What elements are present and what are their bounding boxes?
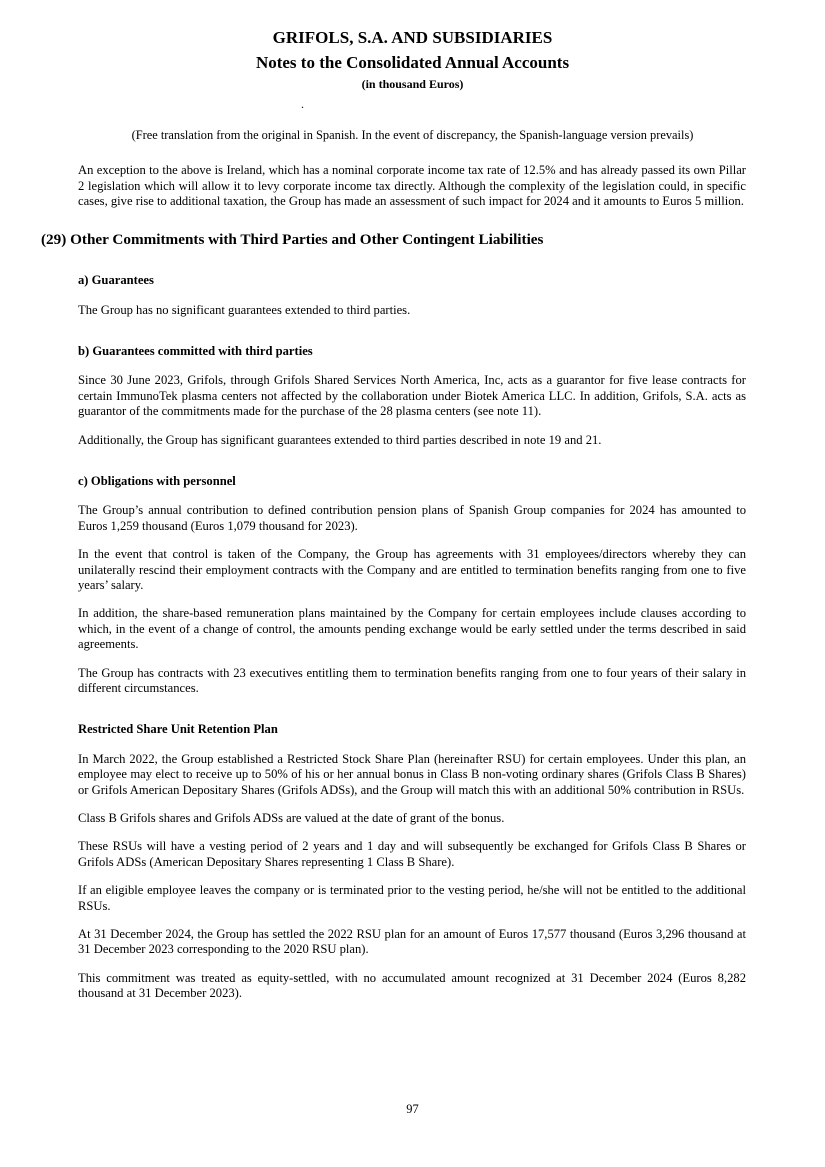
subheading-b-guarantees-third-parties: b) Guarantees committed with third parties [78,343,313,358]
currency-note: (in thousand Euros) [361,77,464,92]
document-header [0,0,825,143]
company-title: GRIFOLS, S.A. AND SUBSIDIARIES [272,28,553,47]
paragraph-vesting-period: These RSUs will have a vesting period of 2 years and 1 day and will subsequently be exchanged for Grifols Class B Shares or Grifols ADSs (American Depositary Shares representing 1 Class B Share). [78,839,746,869]
stray-dot: . [301,97,304,112]
document-title: Notes to the Consolidated Annual Accounts [255,52,570,72]
paragraph-no-guarantees: The Group has no significant guarantees extended to third parties. [78,302,411,317]
subheading-c-obligations-personnel: c) Obligations with personnel [78,473,236,488]
paragraph-control-agreements: In the event that control is taken of the Company, the Group has agreements with 31 employees/directors whereby they can unilaterally rescind their employment contracts with the Company and are entitled to termination benefits ranging from one to five years’ salary. [78,547,746,592]
translation-note: (Free translation from the original in Spanish. In the event of discrepancy, the Spanish-language version prevails) [131,128,694,143]
subheading-a-guarantees: a) Guarantees [78,273,154,288]
page-number: 97 [406,1102,419,1116]
paragraph-additional-guarantees: Additionally, the Group has significant guarantees extended to third parties described in note 19 and 21. [78,432,602,447]
paragraph-eligible-employee: If an eligible employee leaves the company or is terminated prior to the vesting period, he/she will not be entitled to the additional RSUs. [78,883,746,913]
paragraph-equity-settled: This commitment was treated as equity-settled, with no accumulated amount recognized at 31 December 2024 (Euros 8,282 thousand at 31 December 2023). [78,970,746,1001]
paragraph-ireland-tax: An exception to the above is Ireland, which has a nominal corporate income tax rate of 12.5% and has already passed its own Pillar 2 legislation which will allow it to levy corporate income tax directly. Although the complexity of the legislation could, in specific cases, give rise to additional taxation, the Group has made an assessment of such impact for 2024 and it amounts to Euros 5 million. [78,163,746,209]
document-body [0,163,825,1001]
subheading-rsu-plan: Restricted Share Unit Retention Plan [78,722,278,737]
paragraph-pension-contribution: The Group’s annual contribution to defined contribution pension plans of Spanish Group companies for 2024 has amounted to Euros 1,259 thousand (Euros 1,079 thousand for 2023). [78,503,746,533]
paragraph-share-based-clauses: In addition, the share-based remuneration plans maintained by the Company for certain employees include clauses according to which, in the event of a change of control, the amounts pending exchange would be early settled under the terms described in said agreements. [78,606,746,652]
section-heading-29: (29) Other Commitments with Third Parties and Other Contingent Liabilities [41,230,544,248]
paragraph-executive-contracts: The Group has contracts with 23 executives entitling them to termination benefits ranging from one to four years of their salary in different circumstances. [78,665,746,695]
paragraph-rsu-settled: At 31 December 2024, the Group has settled the 2022 RSU plan for an amount of Euros 17,577 thousand (Euros 3,296 thousand at 31 December 2023 corresponding to the 2020 RSU plan). [78,927,746,957]
paragraph-shares-valued: Class B Grifols shares and Grifols ADSs are valued at the date of grant of the bonus. [78,811,505,826]
paragraph-lease-guarantor: Since 30 June 2023, Grifols, through Grifols Shared Services North America, Inc, acts as a guarantor for five lease contracts for certain ImmunoTek plasma centers not affected by the collaboration under Biotek America LLC. In addition, Grifols, S.A. acts as guarantor of the commitments made for the purchase of the 28 plasma centers (see note 11). [78,373,746,419]
paragraph-rsu-established: In March 2022, the Group established a Restricted Stock Share Plan (hereinafter RSU) for certain employees. Under this plan, an employee may elect to receive up to 50% of his or her annual bonus in Class B non-voting ordinary shares (Grifols Class B Shares) or Grifols American Depositary Shares (Grifols ADSs), and the Group will match this with an additional 50% contribution in RSUs. [78,751,746,797]
